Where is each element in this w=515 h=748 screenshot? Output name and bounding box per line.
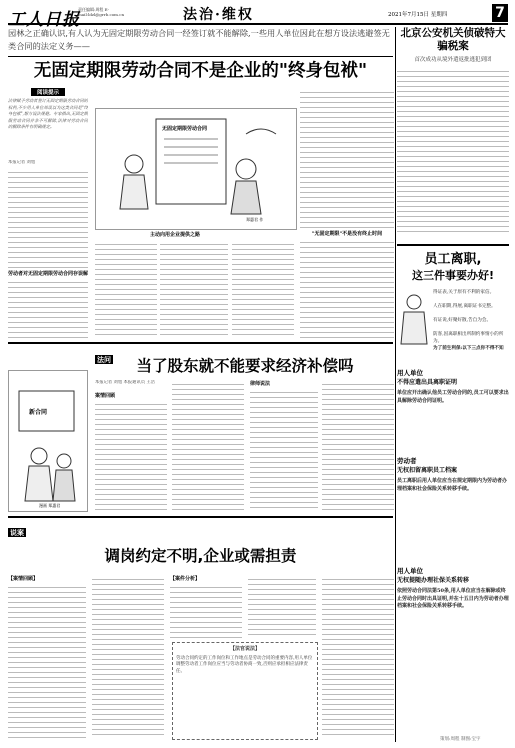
sidebar bbox=[397, 27, 509, 235]
section3-tag: 说案 bbox=[10, 528, 24, 537]
rule bbox=[8, 56, 393, 57]
promo-point-1: 得证表,关于原有不利的家信。 bbox=[433, 290, 495, 295]
section3-col-1 bbox=[8, 583, 86, 738]
column-rule bbox=[395, 27, 396, 742]
newspaper-logo: 工人日报 bbox=[8, 10, 80, 30]
promo-illustration bbox=[397, 290, 431, 346]
col1-subhead: 劳动者对无固定期限劳动合同存误解 bbox=[8, 271, 89, 277]
side-headline: 北京公安机关侦破特大骗税案 bbox=[400, 27, 506, 52]
reading-tip-label: 阅读提示 bbox=[31, 88, 65, 96]
promo-title-2: 这三件事要办好! bbox=[411, 269, 495, 282]
section-rule bbox=[8, 342, 393, 344]
article-col-3 bbox=[160, 240, 228, 338]
cartoon2-illustration bbox=[8, 370, 88, 512]
reading-tip-box bbox=[8, 88, 88, 160]
article-col-6 bbox=[300, 238, 394, 338]
section-title: 法治·维权 bbox=[183, 7, 254, 23]
issue-date: 2021年7月15日 星期四 bbox=[388, 12, 448, 18]
side-item-3-sub: 无权提随办理社保关系转移 bbox=[397, 577, 470, 584]
section3-tag-wrap bbox=[8, 520, 26, 539]
side-item-3-text: 依照劳动合同法第50条,用人单位应当在解除或终止劳动合同时出具证明,并在十五日内为劳动者办理档案和社会保险关系转移手续。 bbox=[397, 588, 509, 609]
side-item-3 bbox=[397, 566, 509, 611]
page-number: 7 bbox=[492, 4, 508, 22]
section2-subhead-1: 案情回顾 bbox=[95, 393, 116, 399]
cartoon-author: 郑惠君 作 bbox=[246, 217, 264, 222]
cartoon-document-label: 无固定期限劳动合同 bbox=[162, 126, 208, 132]
cartoon2-author: 漫画 郑惠君 bbox=[39, 503, 61, 508]
article-col-5 bbox=[300, 88, 394, 228]
promo-point-3: 有证说,好聚好散,告自为会。 bbox=[433, 318, 492, 323]
side-item-1-text: 单位应开出确认他员工劳动合同的,员工可以要求出具解除劳动合同证明。 bbox=[397, 390, 509, 404]
article-col-1b bbox=[8, 278, 88, 338]
promo-title-1: 员工离职, bbox=[424, 252, 482, 267]
section3-headline: 调岗约定不明,企业或需担责 bbox=[104, 547, 297, 565]
note-box-text: 劳动合同约定的工作岗位和工作地点是劳动合同的重要内容,用人单位调整劳动者工作岗位应当与劳动者协商一致,否则应承担相应法律责任。 bbox=[176, 655, 313, 674]
side-subhead: 首次成功从境外遣返批逃犯到团 bbox=[414, 57, 492, 63]
article-col-4 bbox=[232, 240, 294, 338]
col3-subhead: "无固定期限"不是没有终止时间 bbox=[311, 231, 383, 237]
side-item-2 bbox=[397, 456, 509, 493]
section3-col-2 bbox=[92, 575, 164, 738]
side-article-text bbox=[397, 67, 509, 235]
side-item-1-sub: 不得应遣出具离职证明 bbox=[397, 379, 458, 386]
main-headline: 无固定期限劳动合同不是企业的"终身包袱" bbox=[33, 61, 368, 81]
logo-subtitle: 责任编辑:周程 E-mail:ldzl@grrb.com.cn bbox=[78, 7, 125, 17]
side-item-1 bbox=[397, 368, 509, 405]
section3-col-3 bbox=[170, 583, 242, 638]
section3-subhead-1: 【案情回顾】 bbox=[8, 576, 39, 582]
section2-tag: 法问 bbox=[97, 355, 111, 364]
section2-col-1 bbox=[95, 400, 167, 510]
section2-byline: 本报记者 刘旭 本报通讯员 王浩 bbox=[95, 380, 155, 385]
note-box-title: 【法官说法】 bbox=[229, 646, 260, 652]
cartoon2-label: 新合同 bbox=[29, 409, 48, 416]
side-item-2-title: 劳动者 bbox=[397, 457, 417, 465]
cartoon-illustration bbox=[95, 108, 297, 230]
col1-byline: 本报记者 刘旭 bbox=[8, 160, 36, 165]
promo-point-5: 为了前生利保:以下三点你不得不知 bbox=[433, 346, 504, 351]
section3-col-4 bbox=[248, 575, 316, 638]
article-col-1 bbox=[8, 168, 88, 268]
section2-col-4 bbox=[322, 380, 394, 510]
cartoon-caption: 主动向用企业提供之路 bbox=[150, 232, 201, 238]
side-item-2-text: 员工离职后用人单位应当在规定期限内为劳动者办理档案和社会保险关系转移手续。 bbox=[397, 478, 508, 492]
side-item-3-title: 用人单位 bbox=[397, 567, 423, 575]
section3-col-5 bbox=[322, 575, 394, 738]
promo-point-2: 人在职期,得展,离职证书完整。 bbox=[433, 304, 496, 309]
side-item-2-sub: 无权扣留离职员工档案 bbox=[397, 467, 458, 474]
lead-paragraph: 园林之正确认识,有人认为无固定期限劳动合同一经签订就不能解除,一些用人单位因此在想方设法逃避签无类合同的法定义务—— bbox=[8, 28, 390, 51]
promo-point-4: 防客,因离职相出所制约事情小的所为。 bbox=[433, 332, 504, 344]
section2-col-2 bbox=[172, 380, 244, 510]
section2-col-3 bbox=[250, 388, 318, 510]
section2-headline: 当了股东就不能要求经济补偿吗 bbox=[136, 357, 354, 375]
side-item-1-title: 用人单位 bbox=[397, 369, 423, 377]
section3-subhead-2: 【案件分析】 bbox=[170, 576, 201, 582]
reading-tip-text: 法律赋予劳动者签订无固定期限劳动合同的权利,不少用人单位却误以为这类合同是"终身包袱",想方设法规避。专家指出,无固定期限劳动合同并非不可解除,法律对劳动合同的解除条件有明确规定。 bbox=[8, 98, 88, 129]
masthead bbox=[8, 5, 508, 30]
judge-note-box bbox=[172, 642, 318, 740]
article-col-2 bbox=[95, 240, 157, 338]
side-footer: 策划:周程 制图:宝宇 bbox=[440, 737, 481, 742]
section2-subhead-2: 律师说法 bbox=[250, 381, 271, 387]
section-rule-2 bbox=[8, 516, 393, 518]
